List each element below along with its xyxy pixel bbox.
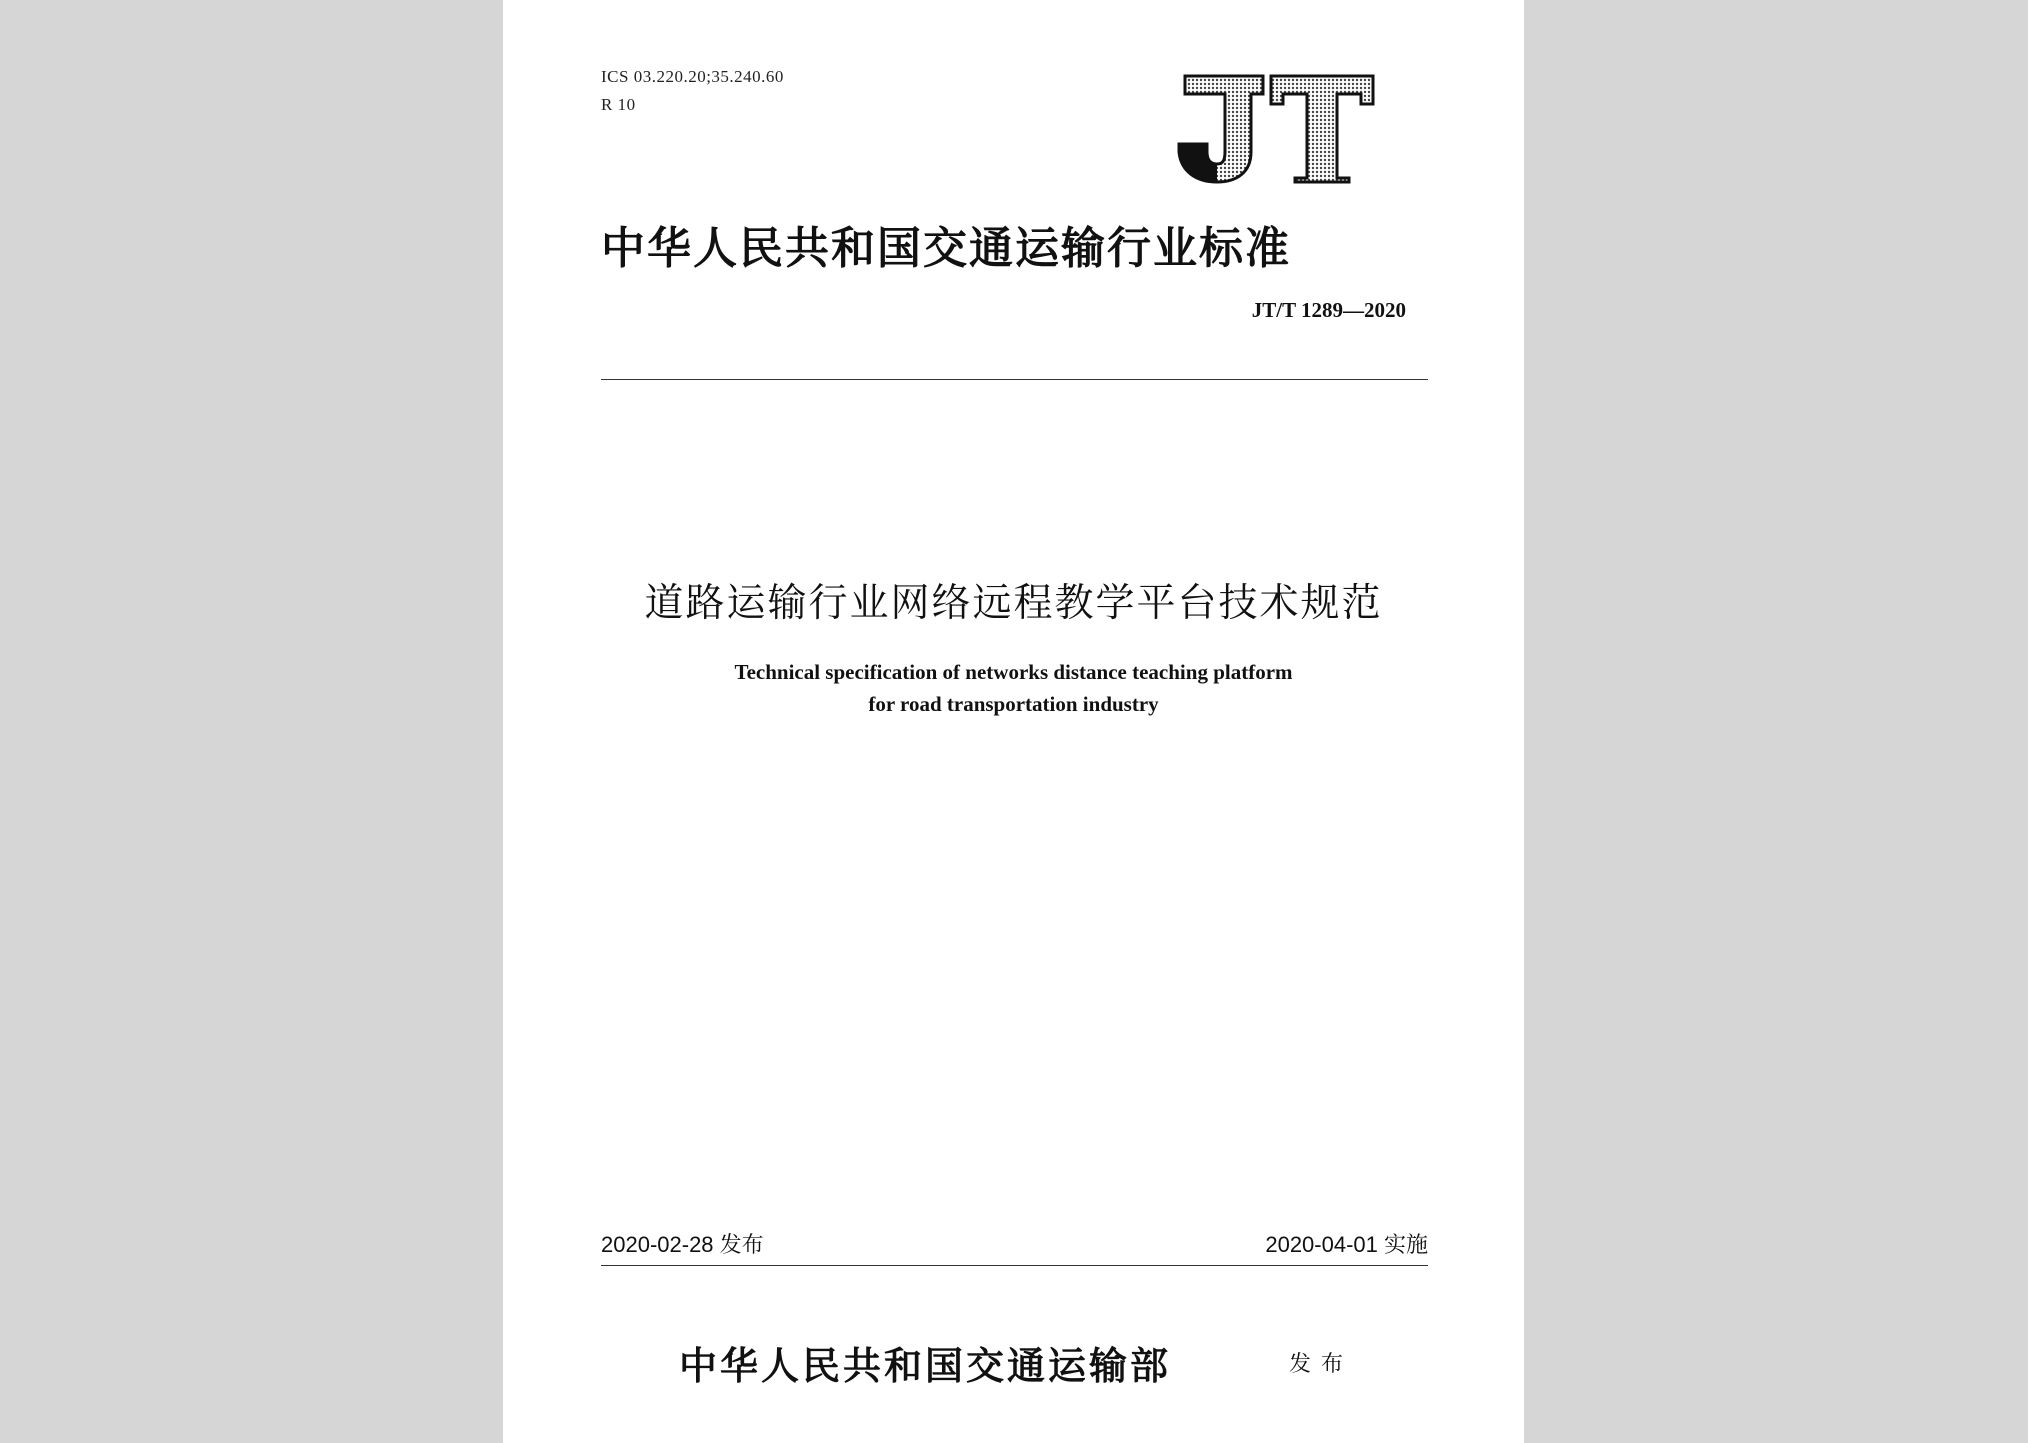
standard-category-title: 中华人民共和国交通运输行业标准 bbox=[601, 223, 1291, 274]
document-title-zh: 道路运输行业网络远程教学平台技术规范 bbox=[644, 581, 1383, 626]
document-title-en-line2: for road transportation industry bbox=[868, 692, 1159, 716]
top-divider bbox=[601, 379, 1428, 380]
logo-text: JT bbox=[1171, 74, 1173, 75]
bottom-divider bbox=[601, 1265, 1428, 1266]
implement-date: 2020-04-01 实施 bbox=[1265, 1232, 1428, 1257]
standard-code: JT/T 1289—2020 bbox=[1251, 298, 1406, 322]
publish-date: 2020-02-28 发布 bbox=[601, 1232, 764, 1257]
issue-label: 发布 bbox=[1289, 1352, 1354, 1377]
document-title-en-line1: Technical specification of networks distance teaching platform bbox=[734, 660, 1293, 684]
document-page bbox=[503, 0, 1524, 1443]
issuing-authority: 中华人民共和国交通运输部 bbox=[679, 1344, 1172, 1388]
jt-logo bbox=[1171, 74, 1377, 184]
ics-code: ICS 03.220.20;35.240.60 bbox=[601, 67, 784, 86]
ccs-code: R 10 bbox=[601, 95, 636, 114]
